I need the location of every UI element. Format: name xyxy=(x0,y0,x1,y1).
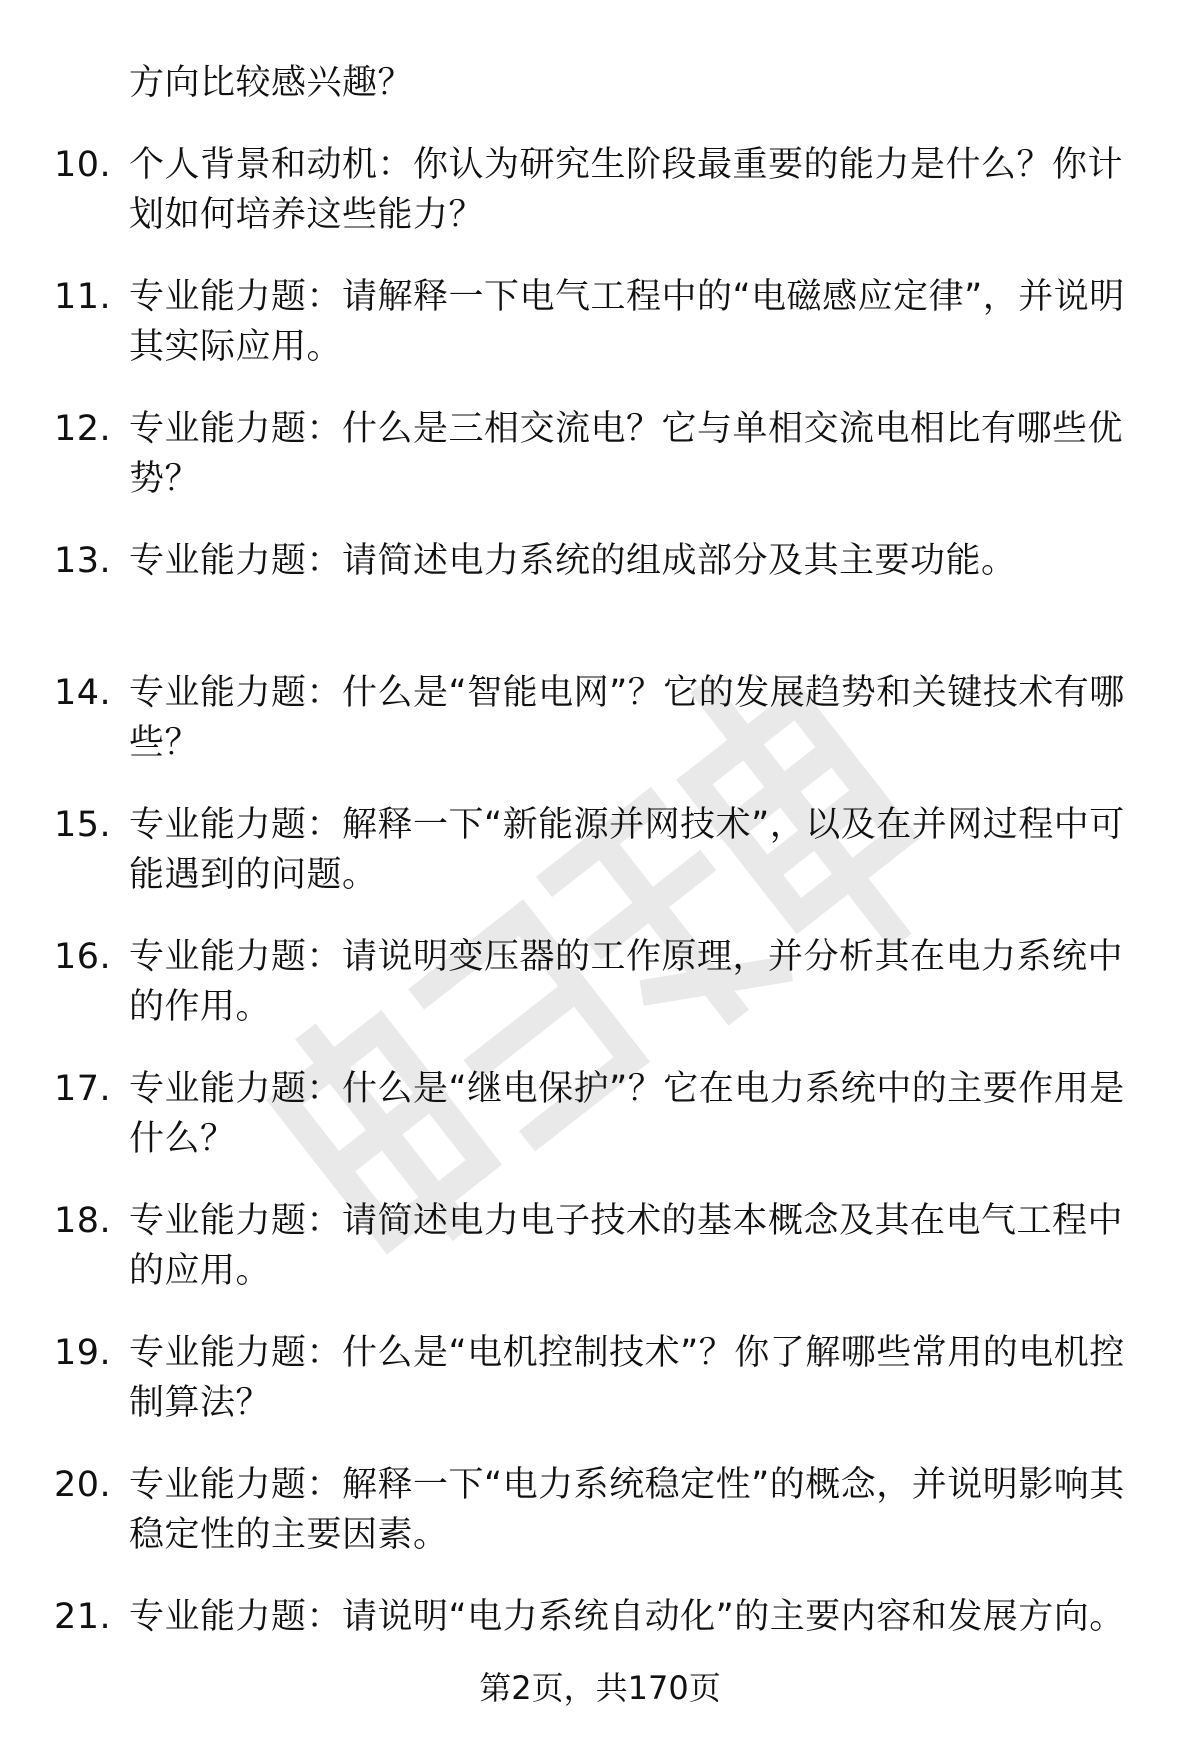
question-number: 16. xyxy=(54,937,112,977)
question-item xyxy=(0,932,1200,1064)
question-number: 14. xyxy=(54,673,112,713)
question-number: 11. xyxy=(54,277,112,317)
question-number: 12. xyxy=(54,409,112,449)
question-text: 专业能力题：解释一下“新能源并网技术”，以及在并网过程中可能遇到的问题。 xyxy=(129,805,1125,895)
question-item xyxy=(0,1064,1200,1196)
question-item xyxy=(0,536,1200,668)
question-item xyxy=(0,272,1200,404)
question-text: 专业能力题：什么是“智能电网”？它的发展趋势和关键技术有哪些？ xyxy=(129,673,1125,763)
question-text: 专业能力题：请说明变压器的工作原理，并分析其在电力系统中的作用。 xyxy=(129,937,1124,1027)
question-number: 17. xyxy=(54,1069,112,1109)
question-item xyxy=(0,1196,1200,1328)
continuation-text: 方向比较感兴趣？ xyxy=(129,63,414,103)
question-text: 专业能力题：请简述电力电子技术的基本概念及其在电气工程中的应用。 xyxy=(129,1201,1124,1291)
question-number: 10. xyxy=(54,145,112,185)
question-number: 21. xyxy=(54,1597,112,1637)
question-text: 专业能力题：解释一下“电力系统稳定性”的概念，并说明影响其稳定性的主要因素。 xyxy=(129,1465,1125,1555)
question-text: 专业能力题：什么是“继电保护”？它在电力系统中的主要作用是什么？ xyxy=(129,1069,1125,1159)
question-text: 专业能力题：请简述电力系统的组成部分及其主要功能。 xyxy=(129,541,1017,581)
question-text: 个人背景和动机：你认为研究生阶段最重要的能力是什么？你计划如何培养这些能力？ xyxy=(129,145,1124,235)
question-item xyxy=(0,668,1200,800)
question-number: 15. xyxy=(54,805,112,845)
question-list xyxy=(0,140,1200,1724)
question-text: 专业能力题：什么是“电机控制技术”？你了解哪些常用的电机控制算法？ xyxy=(129,1333,1125,1423)
question-number: 13. xyxy=(54,541,112,581)
question-item xyxy=(0,800,1200,932)
question-text: 专业能力题：请解释一下电气工程中的“电磁感应定律”，并说明其实际应用。 xyxy=(129,277,1125,367)
question-item xyxy=(0,1328,1200,1460)
question-number: 20. xyxy=(54,1465,112,1505)
question-item xyxy=(0,1460,1200,1592)
question-item xyxy=(0,404,1200,536)
question-number: 18. xyxy=(54,1201,112,1241)
question-text: 专业能力题：请说明“电力系统自动化”的主要内容和发展方向。 xyxy=(129,1597,1125,1637)
page-footer: 第2页，共170页 xyxy=(479,1669,721,1707)
question-text: 专业能力题：什么是三相交流电？它与单相交流电相比有哪些优势？ xyxy=(129,409,1124,499)
question-item xyxy=(0,140,1200,272)
question-number: 19. xyxy=(54,1333,112,1373)
